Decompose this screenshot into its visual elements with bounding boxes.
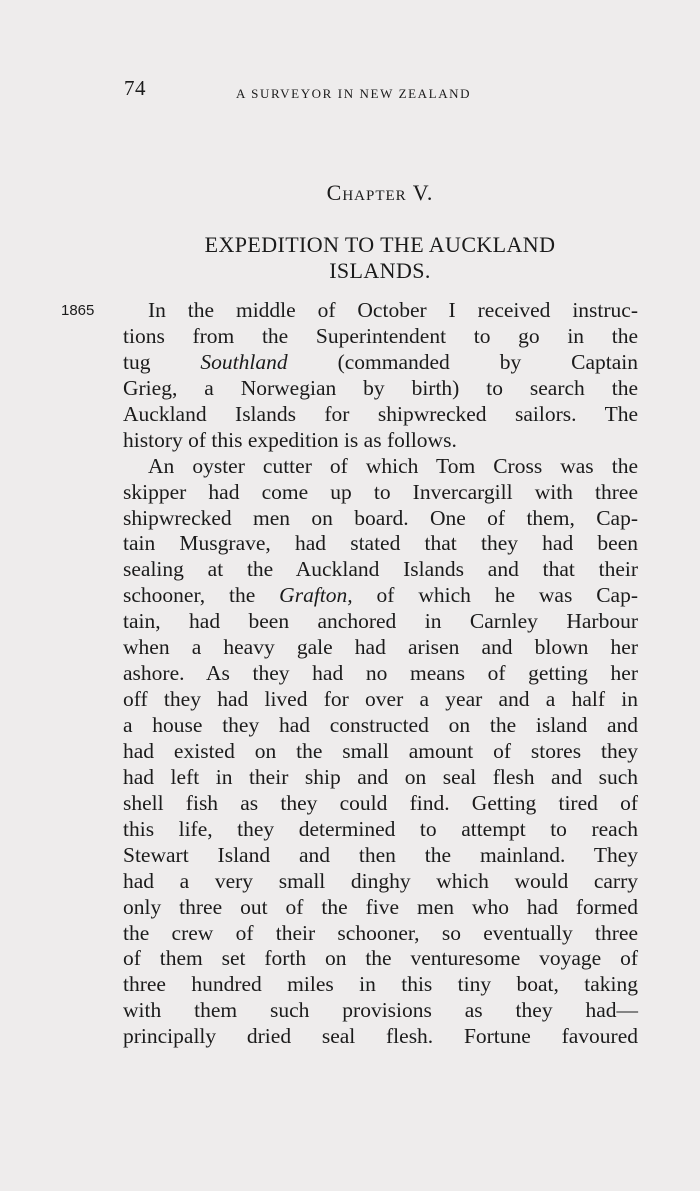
text-line: tions from the Superintendent to go in the (123, 323, 638, 348)
text-line: had left in their ship and on seal flesh and such (123, 764, 638, 789)
page-number: 74 (124, 76, 146, 100)
text-line: Auckland Islands for shipwrecked sailors. The (123, 401, 638, 426)
text-line: shipwrecked men on board. One of them, Cap- (123, 505, 638, 530)
text-line: ashore. As they had no means of getting her (123, 661, 638, 686)
text-line: sealing at the Auckland Islands and that their (123, 557, 638, 582)
text-line: skipper had come up to Invercargill with three (123, 479, 638, 504)
text-line: Grieg, a Norwegian by birth) to search the (123, 375, 638, 400)
text-line (123, 350, 638, 376)
text-line: Stewart Island and then the mainland. They (123, 842, 638, 867)
text-line: this life, they determined to attempt to reach (123, 816, 638, 841)
chapter-title-line: ISLANDS. (329, 258, 431, 283)
margin-date: 1865 (61, 302, 95, 319)
ship-name-grafton: Grafton, (279, 583, 353, 608)
text-line: had a very small dinghy which would carry (123, 868, 638, 893)
text-line: tain Musgrave, had stated that they had been (123, 531, 638, 556)
text-fragment: of which he was Cap- (376, 583, 639, 608)
text-line: principally dried seal flesh. Fortune favoured (123, 1024, 638, 1049)
ship-name-southland: Southland (200, 349, 288, 374)
running-head: A SURVEYOR IN NEW ZEALAND (236, 86, 472, 101)
text-line: In the middle of October I received instruc- (148, 298, 638, 322)
chapter-title (122, 232, 638, 284)
text-line: three hundred miles in this tiny boat, taking (123, 972, 638, 997)
text-line: tain, had been anchored in Carnley Harbour (123, 609, 638, 634)
text-line: when a heavy gale had arisen and blown her (123, 635, 638, 660)
text-line: a house they had constructed on the island and (123, 713, 638, 737)
text-fragment: (commanded by Captain (337, 349, 639, 374)
text-line: history of this expedition is as follows. (123, 427, 457, 452)
text-line: the crew of their schooner, so eventually three (123, 920, 638, 945)
text-line: off they had lived for over a year and a half in (123, 687, 638, 712)
text-fragment: tug (123, 349, 151, 374)
text-line: had existed on the small amount of stores they (123, 738, 638, 763)
text-line: of them set forth on the venturesome voyage of (123, 946, 638, 971)
text-line (123, 583, 638, 609)
chapter-heading: Chapter V. (326, 180, 434, 205)
text-line: with them such provisions as they had— (123, 998, 638, 1023)
text-fragment: schooner, the (123, 583, 256, 608)
text-line: only three out of the five men who had formed (123, 894, 638, 919)
body-text (123, 298, 638, 1050)
text-line: shell fish as they could find. Getting tired of (123, 790, 638, 815)
text-line: An oyster cutter of which Tom Cross was the (148, 453, 638, 478)
chapter-title-line: EXPEDITION TO THE AUCKLAND (204, 232, 556, 257)
